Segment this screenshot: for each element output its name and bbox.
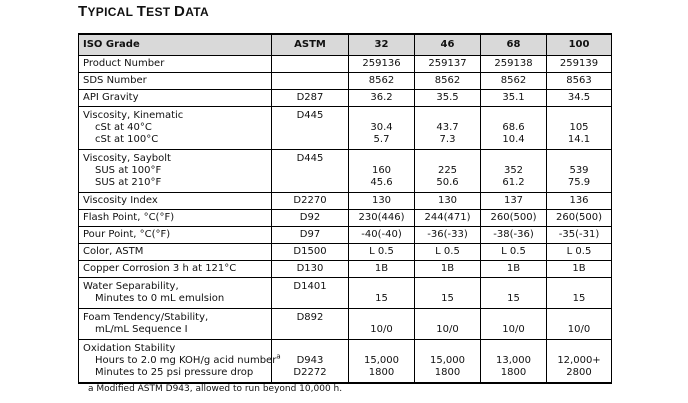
header-row	[79, 34, 612, 56]
table-cell: 13,000 1800	[481, 340, 547, 384]
table-cell: D130	[272, 261, 349, 278]
table-cell: 35.1	[481, 90, 547, 107]
table-cell: Color, ASTM	[79, 244, 272, 261]
table-cell: L 0.5	[547, 244, 612, 261]
table-cell: 259139	[547, 56, 612, 73]
table-cell: 43.7 7.3	[415, 107, 481, 150]
table-cell: D1500	[272, 244, 349, 261]
table-cell: 15,000 1800	[349, 340, 415, 384]
table-cell: Foam Tendency/Stability, mL/mL Sequence I	[79, 309, 272, 340]
table-cell: SDS Number	[79, 73, 272, 90]
table-cell: L 0.5	[481, 244, 547, 261]
table-cell	[272, 73, 349, 90]
table-cell: -38(-36)	[481, 227, 547, 244]
table-cell: L 0.5	[349, 244, 415, 261]
table-cell: 35.5	[415, 90, 481, 107]
table-cell: 130	[349, 193, 415, 210]
table-cell: 137	[481, 193, 547, 210]
table-cell: Flash Point, °C(°F)	[79, 210, 272, 227]
table-cell: 15	[415, 278, 481, 309]
table-cell: D445	[272, 107, 349, 150]
table-cell: 259137	[415, 56, 481, 73]
table-cell: Product Number	[79, 56, 272, 73]
table-cell: D1401	[272, 278, 349, 309]
table-cell: D892	[272, 309, 349, 340]
table-cell: 8563	[547, 73, 612, 90]
table-row	[79, 227, 612, 244]
table-cell: Pour Point, °C(°F)	[79, 227, 272, 244]
table-cell: 15	[547, 278, 612, 309]
table-row	[79, 309, 612, 340]
table-cell: D445	[272, 150, 349, 193]
header-grade-68: 68	[481, 34, 547, 56]
table-cell: API Gravity	[79, 90, 272, 107]
table-row	[79, 261, 612, 278]
table-cell: 1B	[547, 261, 612, 278]
table-cell: 260(500)	[547, 210, 612, 227]
table-cell: -36(-33)	[415, 227, 481, 244]
table-cell: 225 50.6	[415, 150, 481, 193]
table-cell: 12,000+ 2800	[547, 340, 612, 384]
table-cell: 8562	[415, 73, 481, 90]
table-cell: 136	[547, 193, 612, 210]
table-cell: 34.5	[547, 90, 612, 107]
table-cell: D943 D2272	[272, 340, 349, 384]
table-cell: 10/0	[547, 309, 612, 340]
table-cell: 36.2	[349, 90, 415, 107]
table-row	[79, 73, 612, 90]
table-cell: 130	[415, 193, 481, 210]
table-cell: D2270	[272, 193, 349, 210]
table-cell: 1B	[415, 261, 481, 278]
table-row	[79, 150, 612, 193]
table-cell: 10/0	[349, 309, 415, 340]
table-cell: 352 61.2	[481, 150, 547, 193]
table-row	[79, 210, 612, 227]
header-grade-100: 100	[547, 34, 612, 56]
table-cell: Viscosity Index	[79, 193, 272, 210]
table-cell: 30.4 5.7	[349, 107, 415, 150]
header-iso-grade: ISO Grade	[79, 34, 272, 56]
typical-test-data-table	[78, 33, 612, 384]
footnote: a Modified ASTM D943, allowed to run beyond 10,000 h.	[88, 384, 343, 394]
table-cell: Copper Corrosion 3 h at 121°C	[79, 261, 272, 278]
table-cell: D92	[272, 210, 349, 227]
table-cell: 539 75.9	[547, 150, 612, 193]
table-cell: Oxidation Stability Hours to 2.0 mg KOH/g acid number$^a$ Minutes to 25 psi pressure drop	[79, 340, 272, 384]
table-cell: 68.6 10.4	[481, 107, 547, 150]
table-cell: 10/0	[481, 309, 547, 340]
table-row	[79, 244, 612, 261]
table-row	[79, 278, 612, 309]
table-cell: 1B	[481, 261, 547, 278]
table-cell: 15,000 1800	[415, 340, 481, 384]
table-cell: D97	[272, 227, 349, 244]
table-cell: 8562	[349, 73, 415, 90]
table-cell: 15	[481, 278, 547, 309]
table-cell: 160 45.6	[349, 150, 415, 193]
table-cell: L 0.5	[415, 244, 481, 261]
table-cell: 15	[349, 278, 415, 309]
header-grade-32: 32	[349, 34, 415, 56]
table-row	[79, 107, 612, 150]
table-cell: Viscosity, Saybolt SUS at 100°F SUS at 210°F	[79, 150, 272, 193]
table-cell	[272, 56, 349, 73]
table-cell: 105 14.1	[547, 107, 612, 150]
table-cell: 259138	[481, 56, 547, 73]
table-cell: -35(-31)	[547, 227, 612, 244]
header-astm: ASTM	[272, 34, 349, 56]
table-row	[79, 193, 612, 210]
table-cell: 259136	[349, 56, 415, 73]
table-cell: Viscosity, Kinematic cSt at 40°C cSt at 100°C	[79, 107, 272, 150]
table-row	[79, 340, 612, 384]
table-cell: D287	[272, 90, 349, 107]
table-cell: 1B	[349, 261, 415, 278]
table-cell: 260(500)	[481, 210, 547, 227]
table-row	[79, 90, 612, 107]
table-cell: 8562	[481, 73, 547, 90]
table-cell: Water Separability, Minutes to 0 mL emulsion	[79, 278, 272, 309]
table-cell: -40(-40)	[349, 227, 415, 244]
table-cell: 244(471)	[415, 210, 481, 227]
table-cell: 230(446)	[349, 210, 415, 227]
table-cell: 10/0	[415, 309, 481, 340]
section-title: TYPICAL TEST DATA	[78, 3, 209, 20]
header-grade-46: 46	[415, 34, 481, 56]
table-row	[79, 56, 612, 73]
